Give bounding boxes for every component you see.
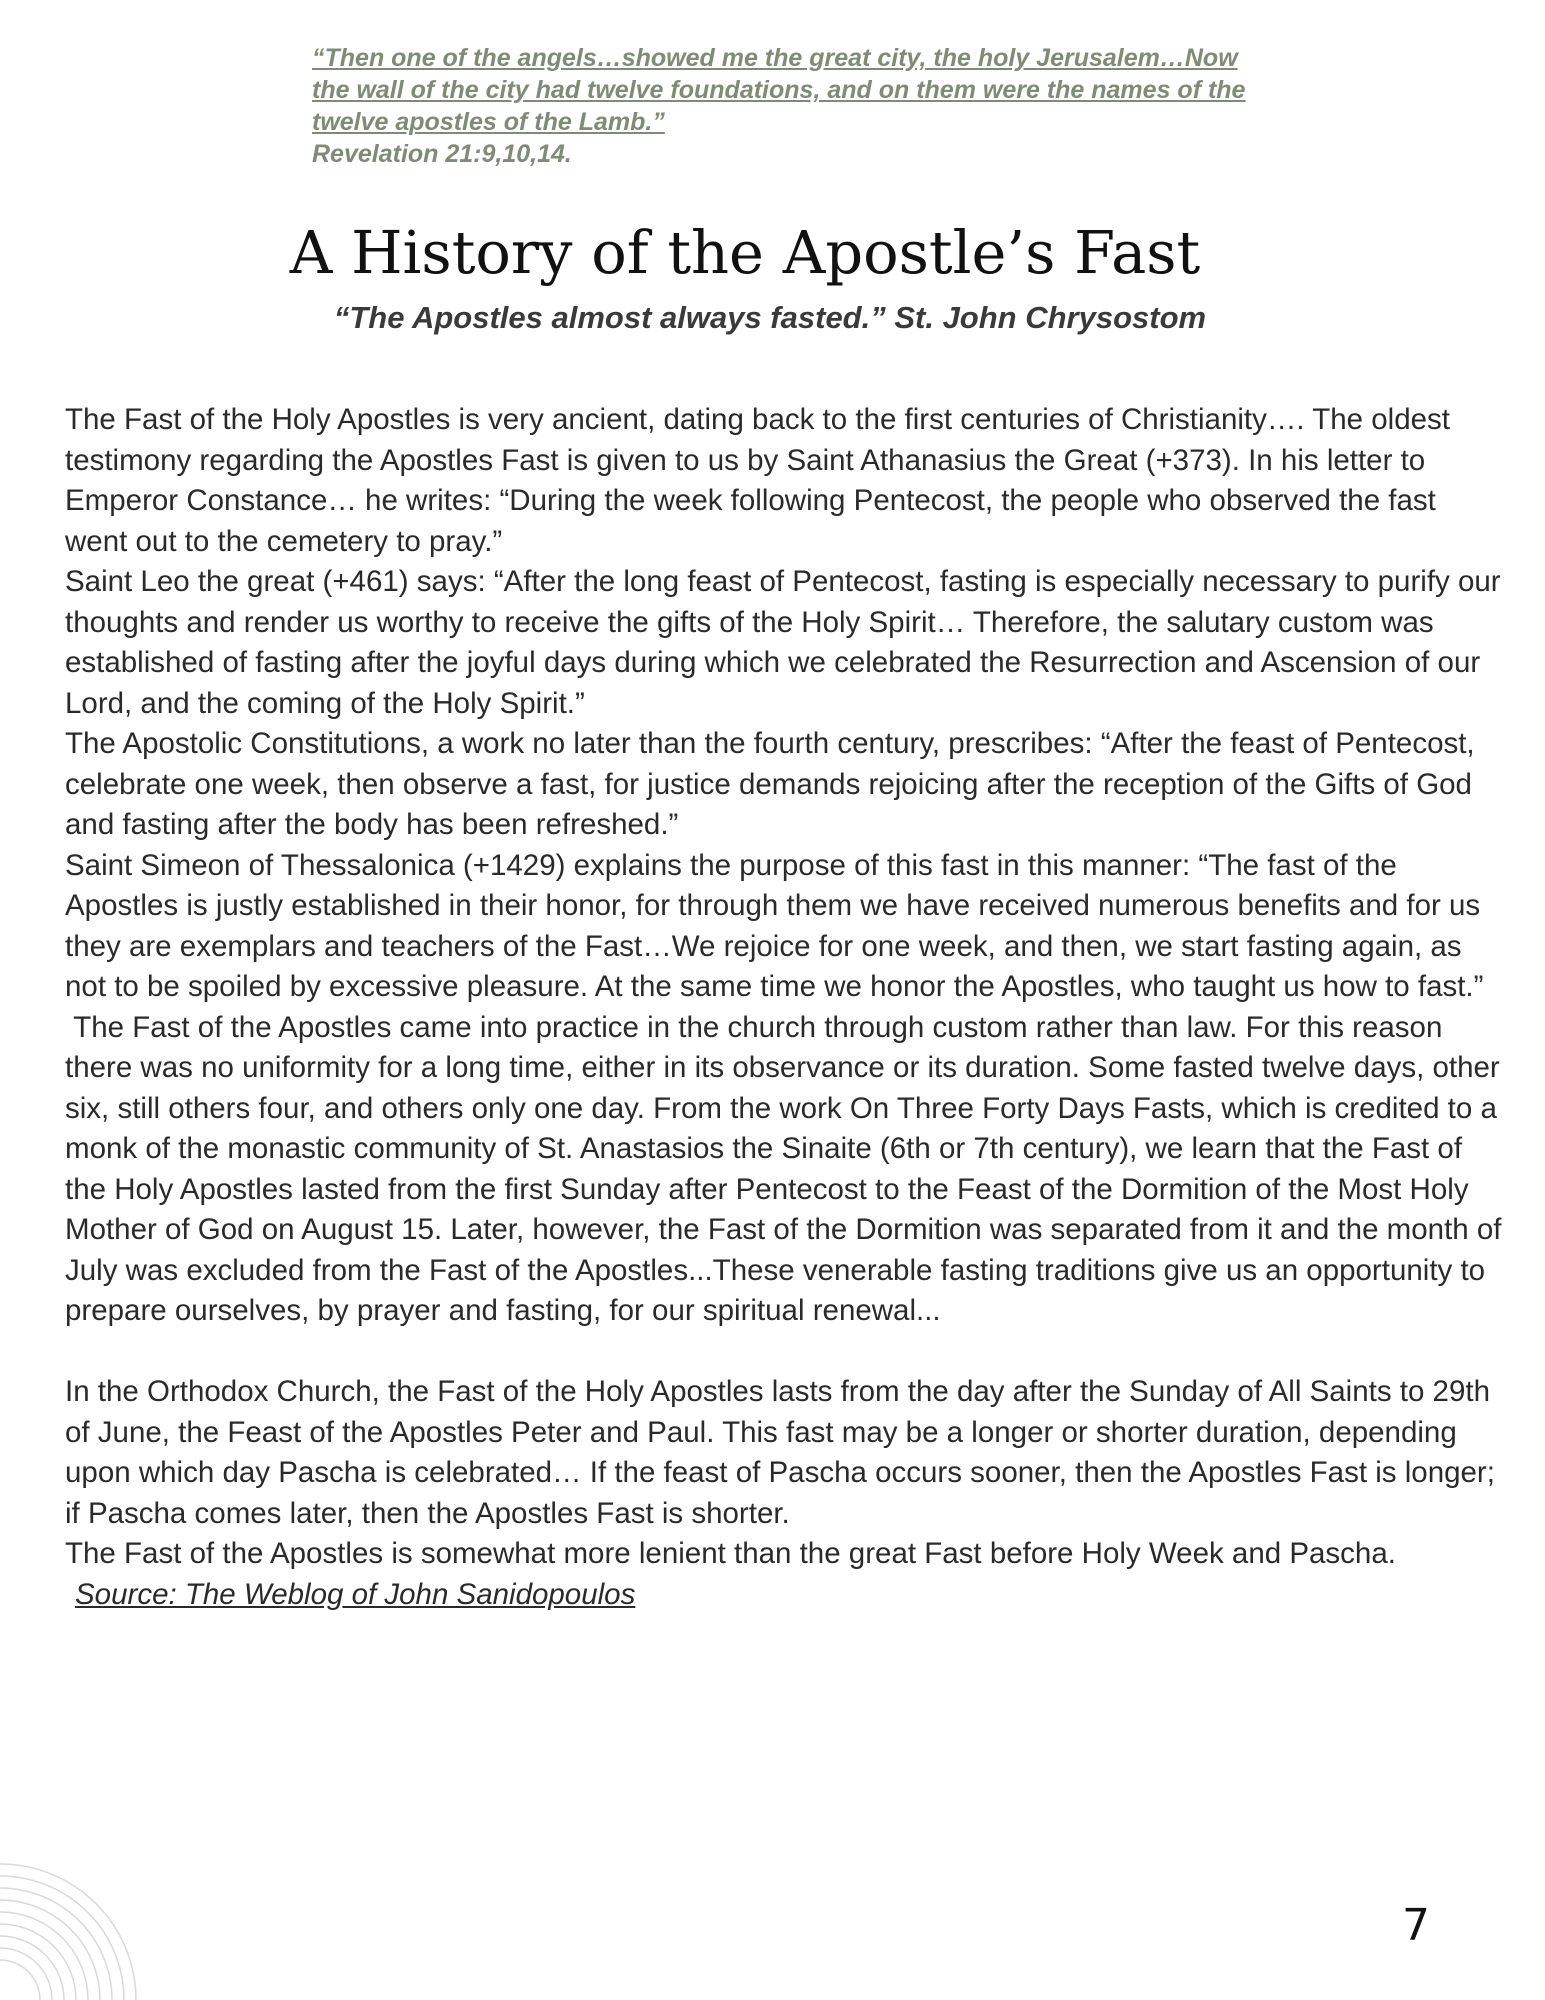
page-subtitle: “The Apostles almost always fasted.” St. John Chrysostom	[333, 300, 1207, 335]
paragraph-spacer	[65, 1332, 1505, 1373]
page-title: A History of the Apostle’s Fast	[289, 218, 1201, 287]
source-citation: Source: The Weblog of John Sanidopoulos	[75, 1577, 636, 1611]
article-body	[65, 400, 1510, 1615]
paragraph: The Fast of the Apostles came into practice in the church through custom rather than law. For this reason there was no uniformity for a long time, either in its observance or its duration. Some fasted twelve days, other six, still others four, and others only one day. From the work On Three Forty Days Fasts, which is credited to a monk of the monastic community of St. Anastasios the Sinaite (6th or 7th century), we learn that the Fast of the Holy Apostles lasted from the first Sunday after Pentecost to the Feast of the Dormition of the Most Holy Mother of God on August 15. Later, however, the Fast of the Dormition was separated from it and the month of July was excluded from the Fast of the Apostles...These venerable fasting traditions give us an opportunity to prepare ourselves, by prayer and fasting, for our spiritual renewal...	[65, 1010, 1510, 1327]
decorative-arcs	[0, 1840, 160, 2000]
paragraph: The Apostolic Constitutions, a work no later than the fourth century, prescribes: “After the feast of Pentecost, celebrate one week, then observe a fast, for justice demands rejoicing after the reception of the Gifts of God and fasting after the body has been refreshed.”	[65, 727, 1475, 841]
epigraph-reference: Revelation 21:9,10,14.	[312, 140, 572, 168]
paragraph: The Fast of the Apostles is somewhat more lenient than the great Fast before Holy Week and Pascha.	[65, 1537, 1396, 1570]
paragraph: Saint Simeon of Thessalonica (+1429) explains the purpose of this fast in this manner: “The fast of the Apostles is justly established in their honor, for through them we have received numerous benefits and for us they are exemplars and teachers of the Fast…We rejoice for one week, and then, we start fasting again, as not to be spoiled by excessive pleasure. At the same time we honor the Apostles, who taught us how to fast.”	[65, 848, 1484, 1003]
page-number: 7	[1402, 1900, 1430, 1951]
paragraph: Saint Leo the great (+461) says: “After the long feast of Pentecost, fasting is especially necessary to purify our thoughts and render us worthy to receive the gifts of the Holy Spirit… Therefore, the salutary custom was established of fasting after the joyful days during which we celebrated the Resurrection and Ascension of our Lord, and the coming of the Holy Spirit.”	[65, 565, 1501, 720]
epigraph-quote: “Then one of the angels…showed me the great city, the holy Jerusalem…Now the wall of the city had twelve foundations, and on them were the names of the twelve apostles of the Lamb.”	[312, 44, 1246, 136]
paragraph: The Fast of the Holy Apostles is very ancient, dating back to the first centuries of Christianity…. The oldest testimony regarding the Apostles Fast is given to us by Saint Athanasius the Great (+373). In his letter to Emperor Constance… he writes: “During the week following Pentecost, the people who observed the fast went out to the cemetery to pray.”	[65, 403, 1450, 558]
epigraph	[312, 42, 1272, 170]
paragraph: In the Orthodox Church, the Fast of the Holy Apostles lasts from the day after the Sunday of All Saints to 29th of June, the Feast of the Apostles Peter and Paul. This fast may be a longer or shorter duration, depending upon which day Pascha is celebrated… If the feast of Pascha occurs sooner, then the Apostles Fast is longer; if Pascha comes later, then the Apostles Fast is shorter.	[65, 1375, 1495, 1530]
